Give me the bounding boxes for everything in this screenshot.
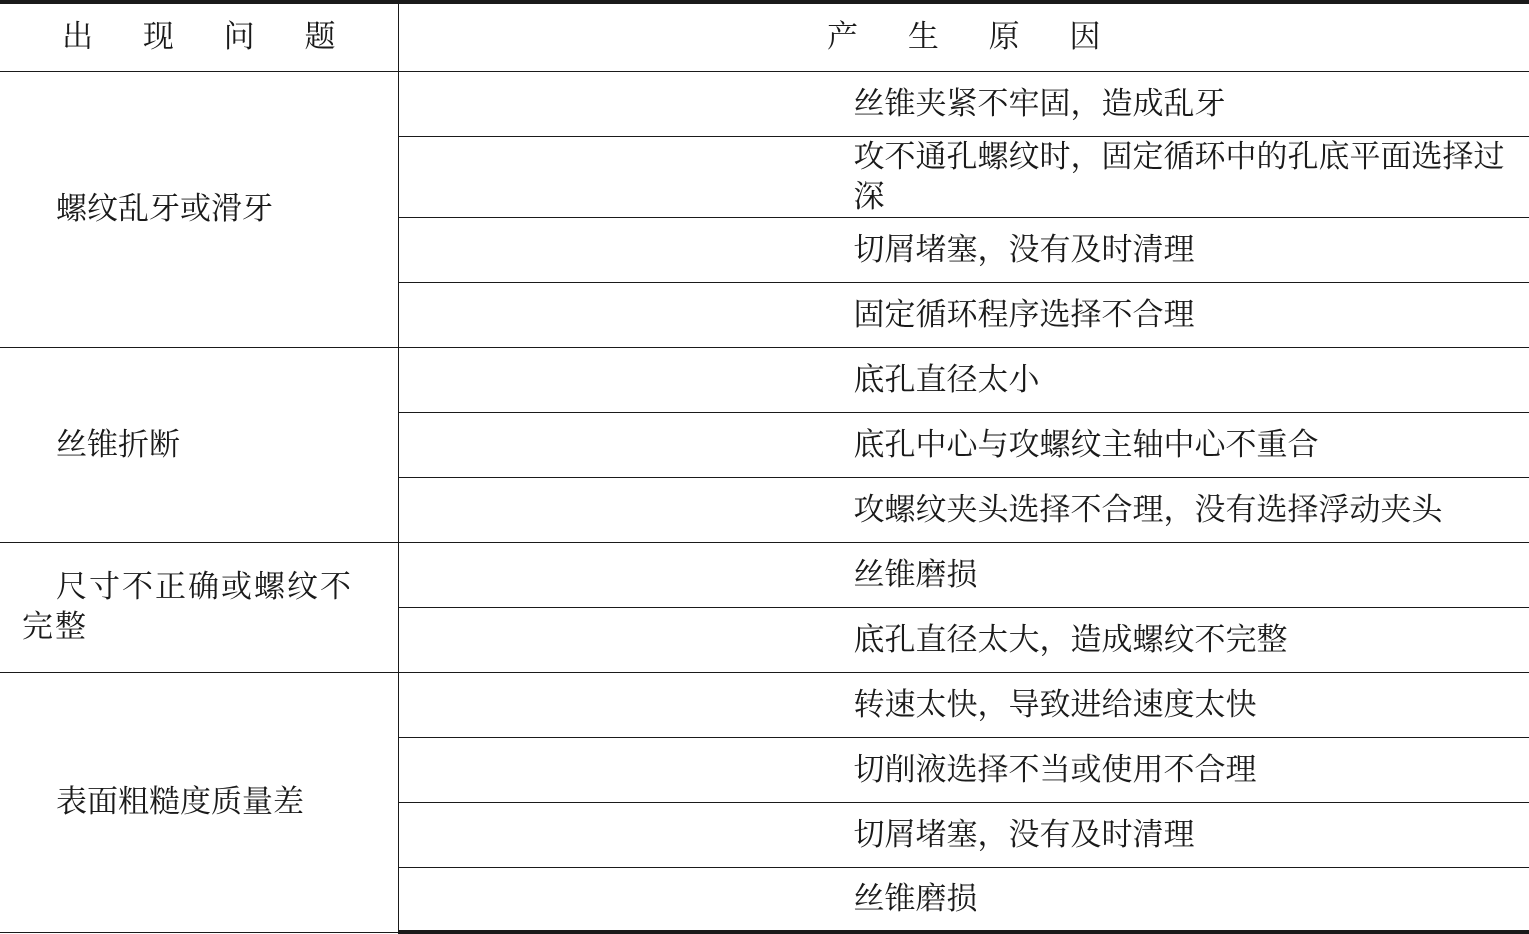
problem-cell: 尺寸不正确或螺纹不完整 [0, 542, 398, 672]
cause-cell: 攻不通孔螺纹时，固定循环中的孔底平面选择过深 [398, 136, 1529, 217]
cause-cell: 转速太快，导致进给速度太快 [398, 672, 1529, 737]
cause-cell: 底孔中心与攻螺纹主轴中心不重合 [398, 412, 1529, 477]
cause-cell: 固定循环程序选择不合理 [398, 282, 1529, 347]
cause-cell: 丝锥夹紧不牢固，造成乱牙 [398, 71, 1529, 136]
header-row [0, 2, 1529, 71]
cause-cell: 底孔直径太大，造成螺纹不完整 [398, 607, 1529, 672]
header-problem: 出 现 问 题 [0, 2, 398, 71]
table-row [0, 672, 1529, 737]
table-row [0, 542, 1529, 607]
cause-cell: 丝锥磨损 [398, 867, 1529, 932]
problem-cell: 螺纹乱牙或滑牙 [0, 71, 398, 347]
problem-cell: 表面粗糙度质量差 [0, 672, 398, 932]
cause-cell: 切屑堵塞，没有及时清理 [398, 217, 1529, 282]
problem-cell: 丝锥折断 [0, 347, 398, 542]
table-row [0, 71, 1529, 136]
cause-cell: 丝锥磨损 [398, 542, 1529, 607]
cause-cell: 切屑堵塞，没有及时清理 [398, 802, 1529, 867]
cause-cell: 切削液选择不当或使用不合理 [398, 737, 1529, 802]
table-body [0, 71, 1529, 932]
table-header [0, 2, 1529, 71]
cause-cell: 底孔直径太小 [398, 347, 1529, 412]
cause-cell: 攻螺纹夹头选择不合理，没有选择浮动夹头 [398, 477, 1529, 542]
header-cause: 产 生 原 因 [398, 2, 1529, 71]
table-row [0, 347, 1529, 412]
